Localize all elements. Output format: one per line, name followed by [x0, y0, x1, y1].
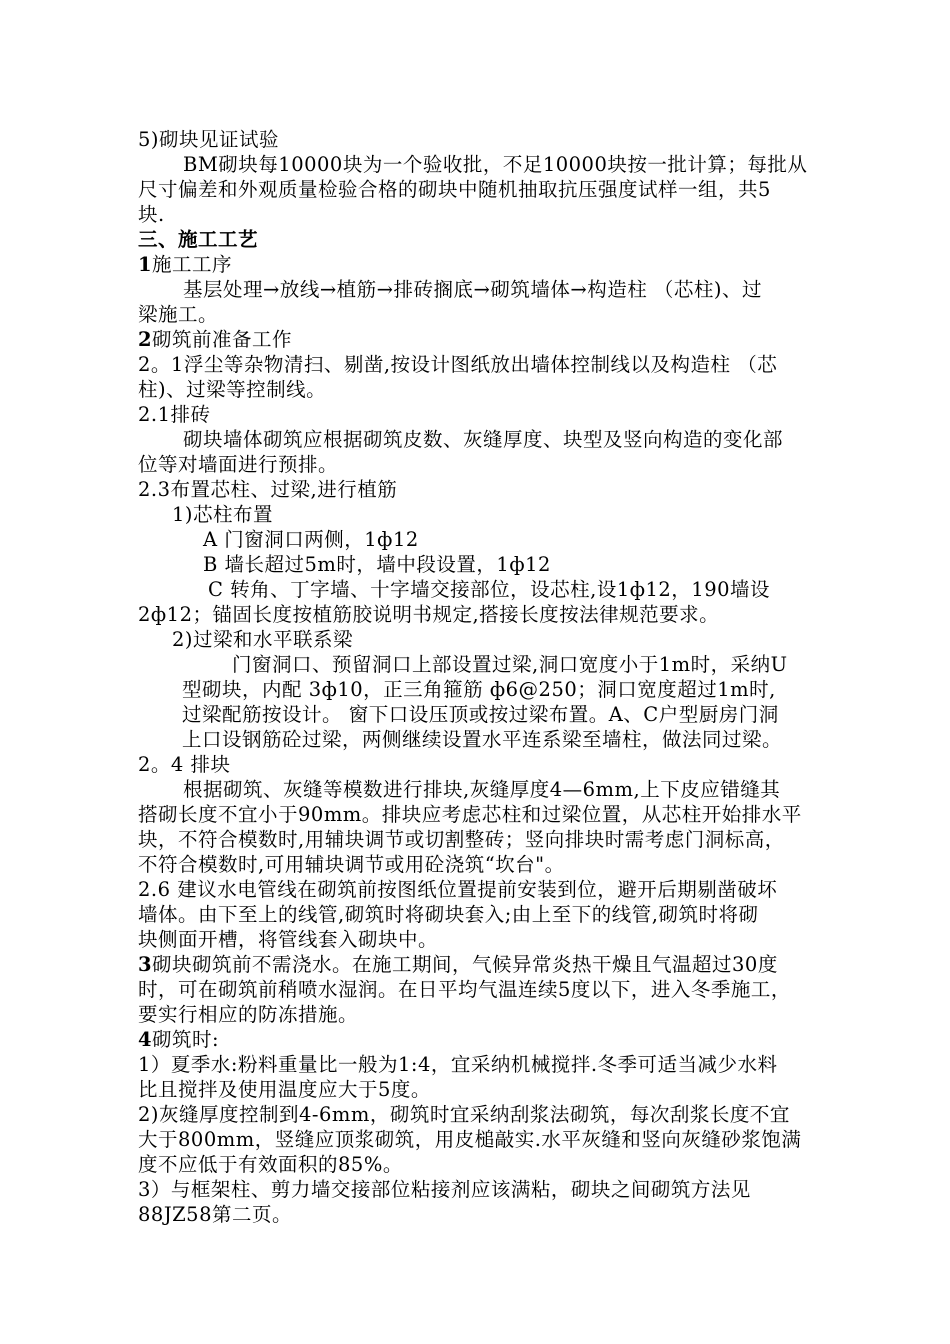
text-line: 2.1排砖 — [138, 403, 211, 426]
text-line: 时，可在砌筑前稍喷水湿润。在日平均气温连续5度以下，进入冬季施工， — [138, 978, 791, 1001]
heading-number: 3 — [138, 953, 153, 976]
text-line: 尺寸偏差和外观质量检验合格的砌块中随机抽取抗压强度试样一组，共5 — [138, 178, 771, 201]
text-line: 柱)、过梁等控制线。 — [138, 378, 327, 401]
heading-number: 2 — [138, 328, 153, 351]
subheading: 砌筑时: — [152, 1028, 220, 1051]
text-line: 5)砌块见证试验 — [138, 128, 280, 151]
text-line: 度不应低于有效面积的85%。 — [138, 1153, 403, 1176]
text-line: 搭砌长度不宜小于90mm。排块应考虑芯柱和过梁位置，从芯柱开始排水平 — [138, 803, 802, 826]
text-line: 过梁配筋按设计。 窗下口设压顶或按过梁布置。A、C户型厨房门洞 — [182, 703, 779, 726]
text-line: 88JZ58第二页。 — [138, 1203, 292, 1226]
text-line: 要实行相应的防冻措施。 — [138, 1003, 359, 1026]
text-line: 1)芯柱布置 — [172, 503, 274, 526]
text-line: B 墙长超过5m时，墙中段设置，1ф12 — [203, 553, 551, 576]
text-line: A 门窗洞口两侧，1ф12 — [203, 528, 419, 551]
text-line: 根据砌筑、灰缝等模数进行排块,灰缝厚度4—6mm,上下皮应错缝其 — [183, 778, 781, 801]
text-line: 砌块墙体砌筑应根据砌筑皮数、灰缝厚度、块型及竖向构造的变化部 — [183, 428, 784, 451]
section-heading: 三、施工工艺 — [138, 228, 259, 251]
text-line: 2。1浮尘等杂物清扫、剔凿,按设计图纸放出墙体控制线以及构造柱 （芯 — [138, 353, 778, 376]
text-line: 1）夏季水:粉料重量比一般为1:4，宜采纳机械搅拌.冬季可适当减少水料 — [138, 1053, 778, 1076]
text-line: 块. — [138, 203, 165, 226]
text-line: 大于800mm，竖缝应顶浆砌筑，用皮槌敲实.水平灰缝和竖向灰缝砂浆饱满 — [138, 1128, 802, 1151]
text-line: 块侧面开槽，将管线套入砌块中。 — [138, 928, 439, 951]
heading-number: 4 — [138, 1028, 153, 1051]
text-line: 块，不符合模数时,用辅块调节或切割整砖；竖向排块时需考虑门洞标高， — [138, 828, 785, 851]
heading-number: 1 — [138, 253, 153, 276]
text-line: 2ф12；锚固长度按植筋胶说明书规定,搭接长度按法律规范要求。 — [138, 603, 720, 626]
text-line: 2.6 建议水电管线在砌筑前按图纸位置提前安装到位，避开后期剔凿破坏 — [138, 878, 778, 901]
text-line: 墙体。由下至上的线管,砌筑时将砌块套入;由上至下的线管,砌筑时将砌 — [138, 903, 759, 926]
text-line: 比且搅拌及使用温度应大于5度。 — [138, 1078, 431, 1101]
text-line: 2)过梁和水平联系梁 — [172, 628, 354, 651]
text-line: 梁施工。 — [138, 303, 219, 326]
text-line: BM砌块每10000块为一个验收批，不足10000块按一批计算；每批从 — [183, 153, 808, 176]
text-line: 砌块砌筑前不需浇水。在施工期间，气候异常炎热干燥且气温超过30度 — [152, 953, 778, 976]
text-line: 不符合模数时,可用辅块调节或用砼浇筑“坎台"。 — [138, 853, 565, 876]
text-line: 型砌块，内配 3ф10，正三角箍筋 ф6@250；洞口宽度超过1m时, — [182, 678, 776, 701]
text-line: 2)灰缝厚度控制到4-6mm，砌筑时宜采纳刮浆法砌筑，每次刮浆长度不宜 — [138, 1103, 790, 1126]
text-line: 门窗洞口、预留洞口上部设置过梁,洞口宽度小于1m时，采纳U — [232, 653, 788, 676]
text-line: 2。4 排块 — [138, 753, 231, 776]
text-line: 2.3布置芯柱、过梁,进行植筋 — [138, 478, 398, 501]
text-line: 3）与框架柱、剪力墙交接部位粘接剂应该满粘，砌块之间砌筑方法见 — [138, 1178, 751, 1201]
text-line: 基层处理→放线→植筋→排砖搁底→砌筑墙体→构造柱 （芯柱)、过 — [183, 278, 763, 301]
text-line: 位等对墙面进行预排。 — [138, 453, 339, 476]
text-line: C 转角、丁字墙、十字墙交接部位，设芯柱,设1ф12，190墙设 — [208, 578, 771, 601]
subheading: 砌筑前准备工作 — [152, 328, 293, 351]
subheading: 施工工序 — [152, 253, 233, 276]
text-line: 上口设钢筋砼过梁，两侧继续设置水平连系梁至墙柱，做法同过梁。 — [182, 728, 783, 751]
